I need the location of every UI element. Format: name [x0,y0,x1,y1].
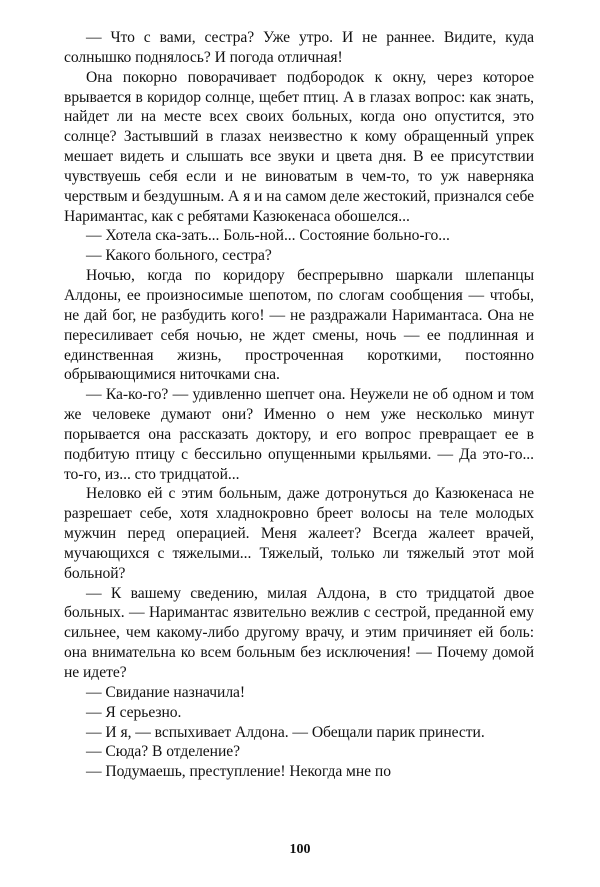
paragraph-12: — Сюда? В отделение? [86,743,241,761]
paragraph-8: — К вашему сведению, милая Алдона, в сто тридцатой двое больных. — Наримантас язвительно вежлив с сестрой, преданной ему сильнее, чем какому-либо другому врачу, и этим причиняет ей боль: она внимательна ко всем больным без исключения! — Почему домой не идете? [64,584,534,681]
paragraph-9: — Свидание назначила! [86,683,246,701]
paragraph-6: — Ка-ко-го? — удивленно шепчет она. Неужели не об одном и том же человеке думают они? Именно о нем уже несколько минут порывается она рассказать доктору, и его вопрос превращает ее в подбитую птицу с бессильно опущенными крыльями. — Да это-го... то-го, из... сто тридцатой... [64,386,534,483]
paragraph-7: Неловко ей с этим больным, даже дотронуться до Казюкенаса не разрешает себе, хотя хладнокровно бреет волосы на теле молодых мужчин перед операцией. Меня жалеет? Всегда жалеет врачей, мучающихся с тяжелыми... Тяжелый, только ли тяжелый этот мой больной? [64,485,534,582]
paragraph-4: — Какого больного, сестра? [86,247,272,265]
paragraph-3: — Хотела ска-зать... Боль-ной... Состояние больно-го... [86,227,450,245]
page-number: 100 [289,842,311,857]
paragraph-5: Ночью, когда по коридору беспрерывно шаркали шлепанцы Алдоны, ее произносимые шепотом, по слогам сообщения — чтобы, не дай бог, не разбудить кого! — не раздражали Наримантаса. Она не пересиливает себя ночью, не ждет смены, ночь — ее подлинная и единственная жизнь, простроченная короткими, постоянно обрывающимися ниточками сна. [64,267,534,384]
paragraph-13: — Подумаешь, преступление! Некогда мне по [86,763,391,781]
paragraph-1: — Что с вами, сестра? Уже утро. И не раннее. Видите, куда солнышко поднялось? И погода отличная! [64,29,534,66]
paragraph-11: — И я, — вспыхивает Алдона. — Обещали парик принести. [86,723,485,741]
paragraph-10: — Я серьезно. [86,703,182,721]
book-page-body [64,28,534,828]
paragraph-2: Она покорно поворачивает подбородок к окну, через которое врывается в коридор солнце, щебет птиц. А в глазах вопрос: как знать, найдет ли на месте всех своих больных, когда оно опустится, это солнце? Застывший в глазах неизвестно к кому обращенный упрек мешает видеть и слышать все звуки и цвета дня. В ее присутствии чувствуешь себя если и не виноватым в чем-то, то уж наверняка черствым и бездушным. А я и на самом деле жестокий, признался себе Наримантас, как с ребятами Казюкенаса обошелся... [64,68,534,225]
